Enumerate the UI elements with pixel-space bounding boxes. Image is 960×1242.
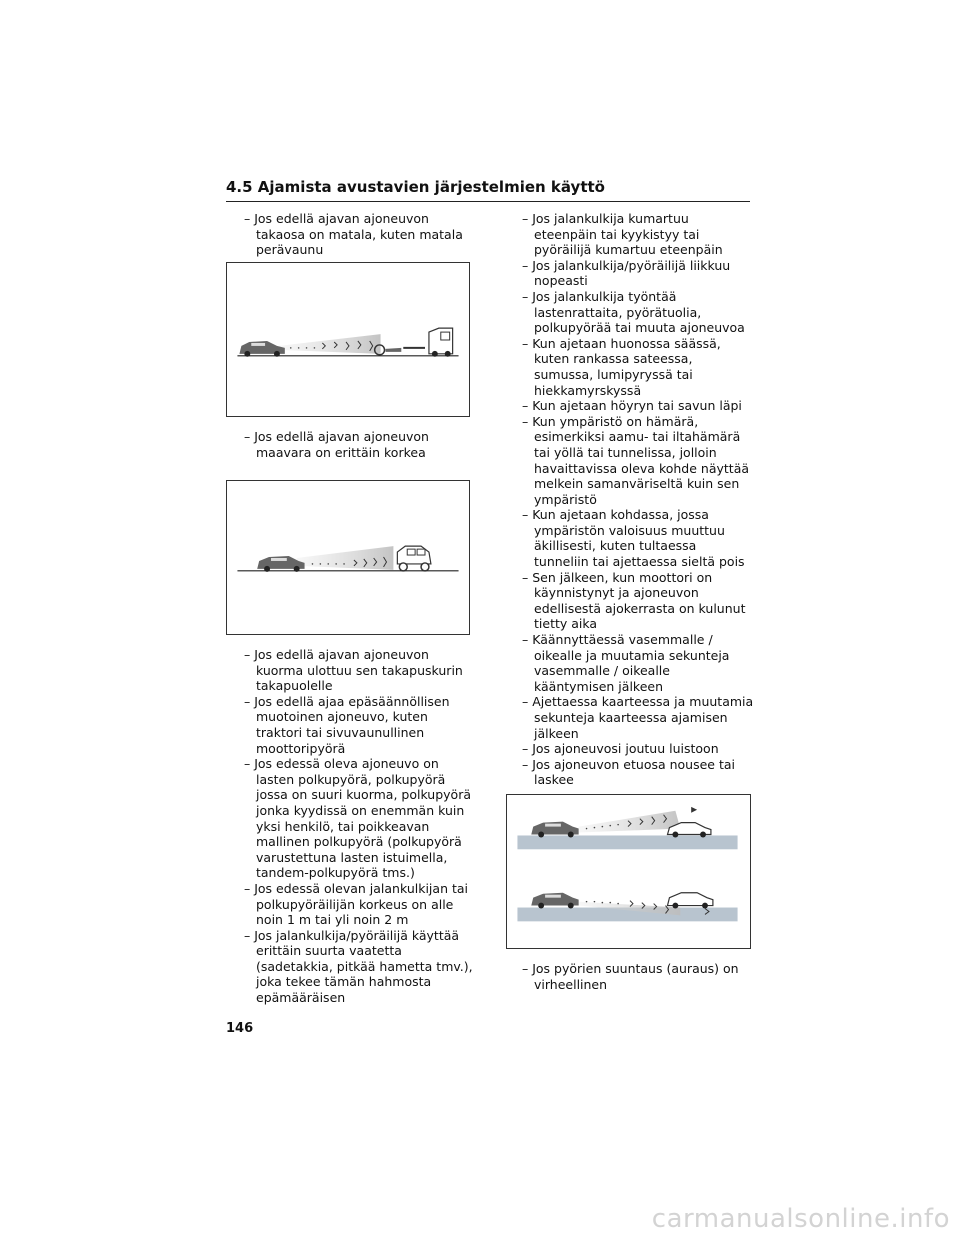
- list-item: – Kun ajetaan huonossa säässä, kuten rankassa sateessa, sumussa, lumipyryssä tai hiekkamyrskyssä: [522, 335, 721, 398]
- section-header: 4.5 Ajamista avustavien järjestelmien käyttö: [226, 178, 750, 202]
- right-list-1: [522, 211, 754, 788]
- figure-low-trailer: [226, 262, 470, 417]
- list-item: – Jos jalankulkija kumartuu eteenpäin tai kyykistyy tai pyöräilijä kumartuu eteenpäin: [522, 211, 723, 258]
- figure-high-clearance: [226, 480, 470, 635]
- left-list-2: [244, 429, 474, 460]
- list-item: – Jos ajoneuvon etuosa nousee tai laskee: [522, 756, 736, 788]
- list-item: – Jos edessä oleva ajoneuvo on lasten polkupyörä, polkupyörä jossa on suuri kuorma, polkupyörä jonka kyydissä on enemmän kuin yksi henkilö, tai poikkeavan mallinen polkupyörä (polkupyörä varustettuna lasten istuimella, tandem-polkupyörä tms.): [244, 756, 472, 881]
- list-item: – Käännyttäessä vasemmalle / oikealle ja muutamia sekunteja vasemmalle / oikealle kääntymisen jälkeen: [522, 632, 730, 694]
- left-list-3: [244, 647, 474, 1006]
- list-item: – Sen jälkeen, kun moottori on käynnistynyt ja ajoneuvon edellisestä ajokerrasta on kulunut tietty aika: [522, 569, 746, 632]
- list-item: – Kun ajetaan kohdassa, jossa ympäristön valoisuus muuttuu äkillisesti, kuten tultaessa tunneliin tai ajettaessa sieltä pois: [522, 507, 745, 570]
- list-item: – Kun ympäristö on hämärä, esimerkiksi aamu- tai iltahämärä tai yöllä tai tunnelissa, jolloin havaittavissa oleva kohde näyttää melkein samanväriseltä kuin sen ympäristö: [522, 413, 750, 507]
- left-list-1: [244, 211, 474, 258]
- list-item: – Jos edellä ajavan ajoneuvon kuorma ulottuu sen takapuskurin takapuolelle: [244, 647, 463, 694]
- high-clearance-illustration: [227, 481, 469, 634]
- list-item: – Jos edellä ajaa epäsäännöllisen muotoinen ajoneuvo, kuten traktori tai sivuvaunullinen moottoripyörä: [244, 693, 450, 756]
- list-item: – Jos jalankulkija/pyöräilijä liikkuu nopeasti: [522, 257, 731, 289]
- list-item: – Kun ajetaan höyryn tai savun läpi: [522, 398, 742, 414]
- figure-pitching-vehicle: [506, 794, 751, 949]
- list-item: – Jos edellä ajavan ajoneuvon takaosa on matala, kuten matala perävaunu: [244, 211, 463, 258]
- list-item: – Jos edellä ajavan ajoneuvon maavara on erittäin korkea: [244, 429, 429, 460]
- low-trailer-illustration: [227, 263, 469, 416]
- list-item: – Jos edessä olevan jalankulkijan tai polkupyöräilijän korkeus on alle noin 1 m tai yli noin 2 m: [244, 880, 468, 928]
- list-item: – Jos jalankulkija/pyöräilijä käyttää erittäin suurta vaatetta (sadetakkia, pitkää hametta tmv.), joka tekee tämän hahmosta epämääräisen: [244, 927, 473, 1006]
- watermark: carmanualsonline.info: [651, 1204, 950, 1234]
- list-item: – Ajettaessa kaarteessa ja muutamia sekunteja kaarteessa ajamisen jälkeen: [522, 694, 754, 741]
- page-number: 146: [226, 1021, 254, 1036]
- list-item: – Jos pyörien suuntaus (auraus) on virheellinen: [522, 961, 739, 992]
- pitching-vehicle-illustration: [507, 795, 750, 948]
- list-item: – Jos jalankulkija työntää lastenrattaita, pyörätuolia, polkupyörää tai muuta ajoneuvoa: [522, 288, 745, 336]
- list-item: – Jos ajoneuvosi joutuu luistoon: [522, 741, 719, 757]
- right-list-2: [522, 961, 754, 992]
